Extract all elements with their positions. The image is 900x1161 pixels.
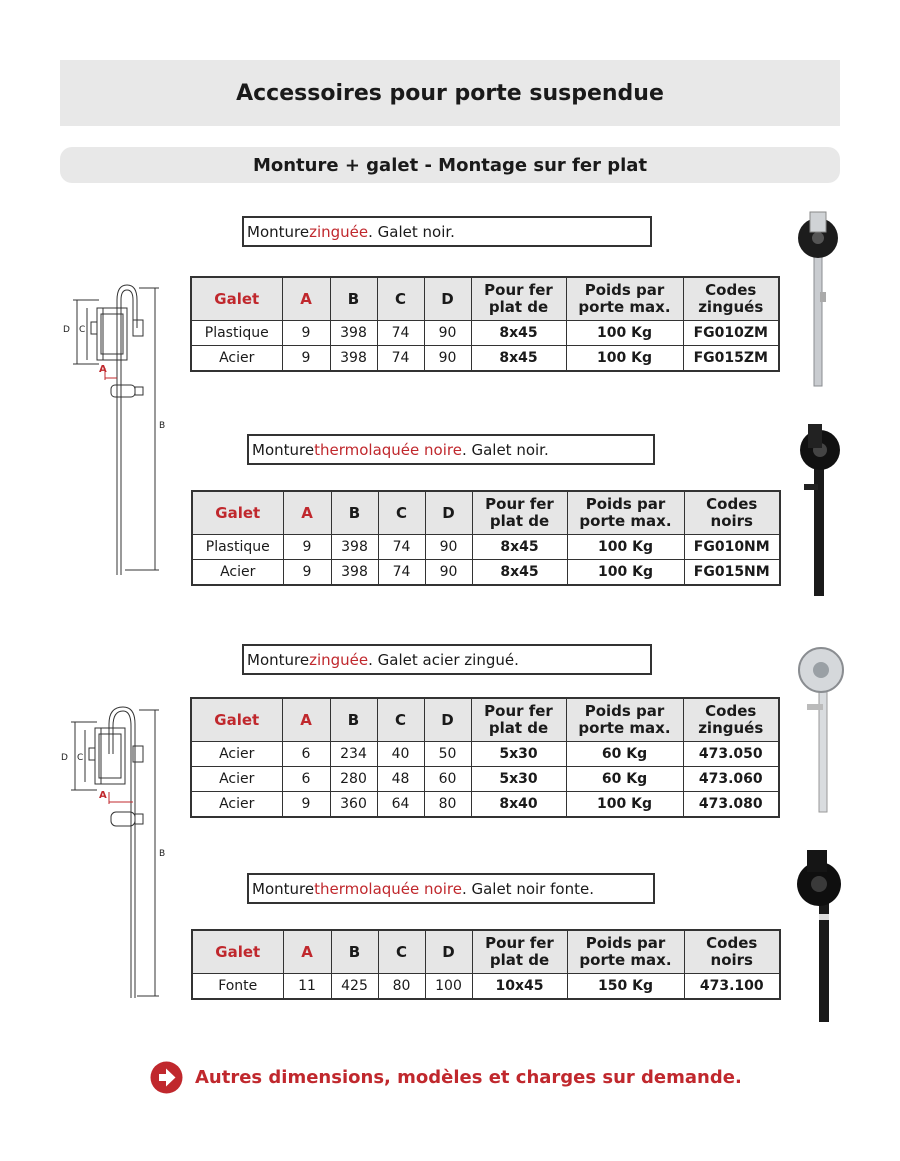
- black-hanger-cast-wheel-image: [793, 842, 843, 1024]
- header-line-2: zingués: [698, 298, 764, 316]
- header-line-1: Pour fer: [484, 702, 553, 720]
- cell-galet: Plastique: [192, 535, 283, 560]
- cell-d: 90: [425, 535, 472, 560]
- col-header-d: D: [425, 930, 472, 974]
- zinc-hanger-black-wheel-image: [790, 208, 840, 388]
- cell-b: 360: [330, 792, 377, 818]
- caption-post: . Galet noir fonte.: [461, 879, 594, 898]
- col-header-pour-fer: [471, 277, 566, 321]
- cell-code: FG015NM: [684, 560, 780, 586]
- col-header-poids: [567, 930, 684, 974]
- col-header-a: A: [283, 930, 331, 974]
- diagram-label-c: C: [79, 325, 86, 335]
- cell-c: 74: [378, 560, 425, 586]
- cell-d: 50: [424, 742, 471, 767]
- diagram-label-d: D: [63, 325, 70, 335]
- caption-section-4: [247, 873, 655, 904]
- caption-section-1: [242, 216, 652, 247]
- header-line-1: Poids par: [585, 495, 666, 513]
- header-line-2: noirs: [710, 512, 753, 530]
- col-header-d: D: [425, 491, 472, 535]
- cell-a: 9: [282, 792, 330, 818]
- cell-c: 64: [377, 792, 424, 818]
- header-line-2: porte max.: [579, 512, 672, 530]
- header-line-1: Pour fer: [484, 281, 553, 299]
- col-header-b: B: [331, 930, 378, 974]
- col-header-pour-fer: [472, 491, 567, 535]
- cell-b: 398: [330, 346, 377, 372]
- cell-code: 473.080: [683, 792, 779, 818]
- cell-fer: 8x45: [471, 321, 566, 346]
- cell-code: FG010ZM: [683, 321, 779, 346]
- header-line-2: plat de: [488, 719, 549, 737]
- header-line-1: Poids par: [584, 702, 665, 720]
- cell-b: 398: [331, 535, 378, 560]
- page-title: Accessoires pour porte suspendue: [60, 60, 840, 126]
- col-header-galet: Galet: [192, 930, 283, 974]
- zinc-hanger-zinc-wheel-image: [795, 634, 845, 814]
- col-header-codes: [684, 491, 780, 535]
- caption-pre: Monture: [252, 440, 315, 459]
- cell-poids: 100 Kg: [567, 535, 684, 560]
- col-header-a: A: [282, 277, 330, 321]
- footer-text: Autres dimensions, modèles et charges sur demande.: [195, 1066, 742, 1088]
- col-header-pour-fer: [472, 930, 567, 974]
- header-line-2: plat de: [489, 512, 550, 530]
- header-line-2: porte max.: [578, 719, 671, 737]
- cell-b: 425: [331, 974, 378, 1000]
- col-header-poids: [566, 698, 683, 742]
- diagram-label-a: A: [99, 364, 107, 375]
- header-line-1: Codes: [706, 934, 758, 952]
- cell-code: 473.100: [684, 974, 780, 1000]
- footer-note: [150, 1062, 742, 1092]
- cell-galet: Acier: [191, 792, 282, 818]
- caption-pre: Monture: [247, 222, 310, 241]
- cell-b: 398: [330, 321, 377, 346]
- table-row: [192, 535, 780, 560]
- col-header-codes: [683, 277, 779, 321]
- cell-a: 9: [282, 321, 330, 346]
- table-row: [192, 560, 780, 586]
- spec-table-3: [190, 697, 780, 818]
- header-line-2: porte max.: [578, 298, 671, 316]
- cell-b: 280: [330, 767, 377, 792]
- caption-section-2: [247, 434, 655, 465]
- cell-galet: Acier: [191, 767, 282, 792]
- cell-galet: Fonte: [192, 974, 283, 1000]
- cell-d: 100: [425, 974, 472, 1000]
- cell-d: 90: [424, 346, 471, 372]
- col-header-b: B: [330, 698, 377, 742]
- caption-finish: thermolaquée noire: [314, 440, 462, 459]
- cell-c: 74: [378, 535, 425, 560]
- cell-code: 473.050: [683, 742, 779, 767]
- col-header-codes: [683, 698, 779, 742]
- diagram-label-b: B: [159, 849, 166, 859]
- header-line-1: Codes: [705, 702, 757, 720]
- cell-a: 9: [283, 535, 331, 560]
- col-header-pour-fer: [471, 698, 566, 742]
- cell-code: FG015ZM: [683, 346, 779, 372]
- spec-table-1: [190, 276, 780, 372]
- cell-a: 6: [282, 742, 330, 767]
- table-row: [191, 742, 779, 767]
- col-header-b: B: [331, 491, 378, 535]
- caption-finish: zinguée: [309, 650, 369, 669]
- cell-fer: 10x45: [472, 974, 567, 1000]
- header-line-2: zingués: [698, 719, 764, 737]
- diagram-label-b: B: [159, 421, 166, 431]
- cell-poids: 100 Kg: [566, 346, 683, 372]
- col-header-galet: Galet: [192, 491, 283, 535]
- table-row: [191, 792, 779, 818]
- cell-fer: 5x30: [471, 742, 566, 767]
- cell-c: 80: [378, 974, 425, 1000]
- cell-poids: 100 Kg: [567, 560, 684, 586]
- caption-finish: zinguée: [309, 222, 369, 241]
- header-line-2: noirs: [710, 951, 753, 969]
- caption-pre: Monture: [247, 650, 310, 669]
- cell-code: FG010NM: [684, 535, 780, 560]
- col-header-d: D: [424, 698, 471, 742]
- col-header-b: B: [330, 277, 377, 321]
- caption-finish: thermolaquée noire: [314, 879, 462, 898]
- diagram-label-d: D: [61, 753, 68, 763]
- caption-post: . Galet noir.: [461, 440, 549, 459]
- cell-d: 80: [424, 792, 471, 818]
- cell-galet: Acier: [191, 742, 282, 767]
- col-header-a: A: [283, 491, 331, 535]
- col-header-c: C: [377, 698, 424, 742]
- cell-galet: Acier: [191, 346, 282, 372]
- caption-post: . Galet noir.: [368, 222, 455, 241]
- cell-c: 74: [377, 346, 424, 372]
- cell-poids: 100 Kg: [566, 321, 683, 346]
- cell-d: 90: [424, 321, 471, 346]
- arrow-right-circle-icon: [150, 1061, 183, 1094]
- table-row: [192, 974, 780, 1000]
- cell-a: 9: [282, 346, 330, 372]
- black-hanger-black-wheel-image: [792, 414, 842, 599]
- col-header-galet: Galet: [191, 698, 282, 742]
- col-header-codes: [684, 930, 780, 974]
- hanger-dimension-diagram: [55, 706, 185, 1006]
- header-line-1: Pour fer: [485, 934, 554, 952]
- spec-table-2: [191, 490, 781, 586]
- header-line-1: Poids par: [585, 934, 666, 952]
- cell-d: 90: [425, 560, 472, 586]
- col-header-a: A: [282, 698, 330, 742]
- cell-a: 6: [282, 767, 330, 792]
- caption-pre: Monture: [252, 879, 315, 898]
- table-row: [191, 346, 779, 372]
- header-line-2: porte max.: [579, 951, 672, 969]
- cell-a: 9: [283, 560, 331, 586]
- cell-c: 74: [377, 321, 424, 346]
- section-subtitle: Monture + galet - Montage sur fer plat: [60, 147, 840, 183]
- cell-poids: 60 Kg: [566, 767, 683, 792]
- header-line-1: Pour fer: [485, 495, 554, 513]
- cell-b: 234: [330, 742, 377, 767]
- cell-fer: 5x30: [471, 767, 566, 792]
- cell-fer: 8x45: [471, 346, 566, 372]
- cell-poids: 100 Kg: [566, 792, 683, 818]
- header-line-2: plat de: [489, 951, 550, 969]
- hanger-dimension-diagram: [55, 280, 185, 580]
- table-row: [191, 767, 779, 792]
- spec-table-4: [191, 929, 781, 1000]
- cell-code: 473.060: [683, 767, 779, 792]
- cell-fer: 8x40: [471, 792, 566, 818]
- cell-a: 11: [283, 974, 331, 1000]
- col-header-c: C: [378, 491, 425, 535]
- cell-galet: Plastique: [191, 321, 282, 346]
- cell-fer: 8x45: [472, 560, 567, 586]
- col-header-galet: Galet: [191, 277, 282, 321]
- cell-c: 48: [377, 767, 424, 792]
- col-header-d: D: [424, 277, 471, 321]
- diagram-label-a: A: [99, 790, 107, 801]
- cell-d: 60: [424, 767, 471, 792]
- header-line-1: Codes: [706, 495, 758, 513]
- caption-section-3: [242, 644, 652, 675]
- diagram-label-c: C: [77, 753, 84, 763]
- header-line-1: Codes: [705, 281, 757, 299]
- table-row: [191, 321, 779, 346]
- caption-post: . Galet acier zingué.: [368, 650, 519, 669]
- col-header-c: C: [377, 277, 424, 321]
- col-header-poids: [567, 491, 684, 535]
- header-line-2: plat de: [488, 298, 549, 316]
- cell-poids: 60 Kg: [566, 742, 683, 767]
- cell-c: 40: [377, 742, 424, 767]
- col-header-poids: [566, 277, 683, 321]
- cell-poids: 150 Kg: [567, 974, 684, 1000]
- cell-galet: Acier: [192, 560, 283, 586]
- cell-b: 398: [331, 560, 378, 586]
- col-header-c: C: [378, 930, 425, 974]
- cell-fer: 8x45: [472, 535, 567, 560]
- header-line-1: Poids par: [584, 281, 665, 299]
